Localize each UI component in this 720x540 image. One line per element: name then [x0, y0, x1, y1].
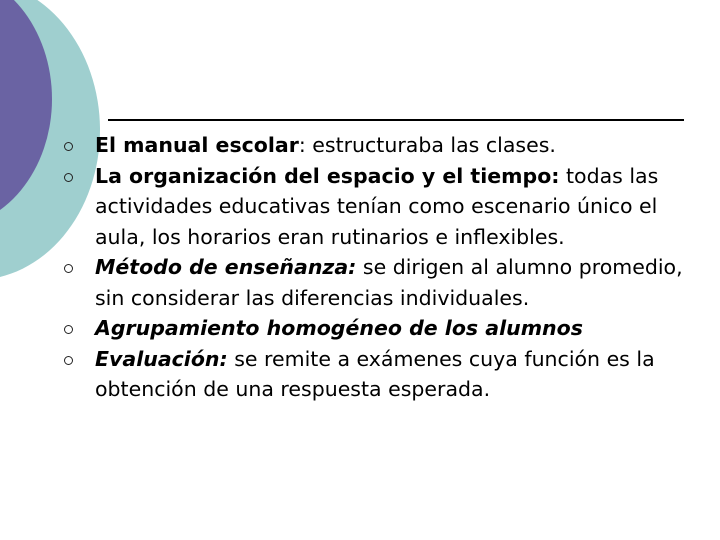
item-heading: Agrupamiento homogéneo de los alumnos — [95, 316, 583, 340]
item-heading: La organización del espacio y el tiempo: — [95, 163, 560, 188]
item-text: se remite a exámenes cuya función es la obtención de una respuesta esperada. — [95, 346, 655, 401]
list-item — [0, 313, 695, 344]
hollow-circle-bullet-icon — [64, 325, 73, 334]
title-divider-line — [108, 119, 684, 121]
hollow-circle-bullet-icon — [64, 142, 73, 151]
list-item — [0, 161, 695, 253]
item-heading: El manual escolar — [95, 133, 299, 157]
hollow-circle-bullet-icon — [64, 173, 73, 182]
list-item — [0, 130, 695, 161]
hollow-circle-bullet-icon — [64, 264, 73, 273]
item-text: : estructuraba las clases. — [298, 133, 556, 157]
bullet-list — [0, 130, 720, 405]
item-text: todas las actividades educativas tenían como escenario único el aula, los horarios eran rutinarios e inflexibles. — [95, 163, 659, 249]
item-heading: Método de enseñanza: — [95, 255, 357, 279]
item-heading: Evaluación: — [95, 346, 228, 371]
list-item — [0, 252, 695, 313]
list-item — [0, 344, 695, 405]
item-text: se dirigen al alumno promedio, sin considerar las diferencias individuales. — [95, 255, 683, 310]
hollow-circle-bullet-icon — [64, 356, 73, 365]
